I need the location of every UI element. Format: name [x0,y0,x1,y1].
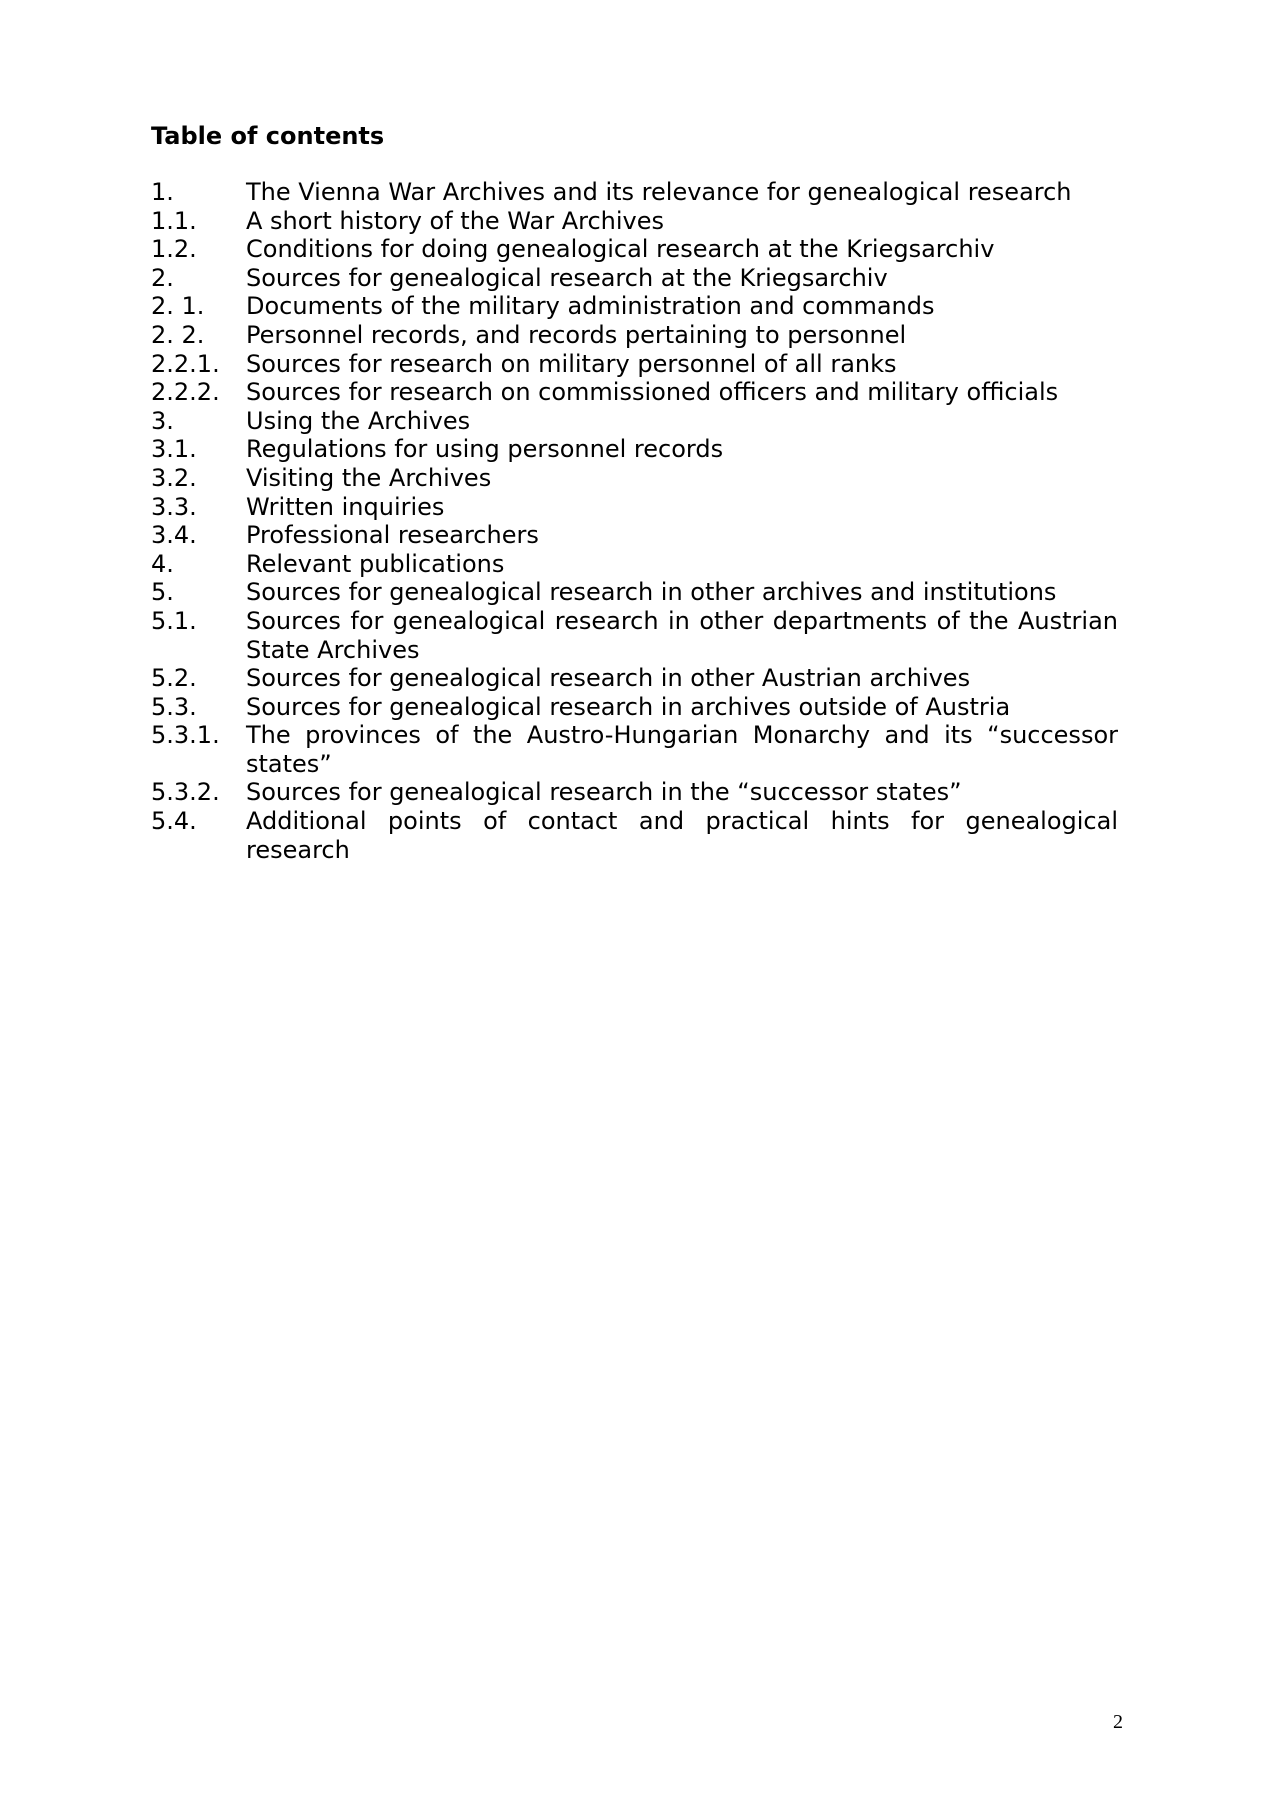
toc-entry-number: 5.3.2. [151,778,220,807]
toc-entry-title: Conditions for doing genealogical research at the Kriegsarchiv [246,235,995,264]
toc-entry-number: 5.4. [151,807,197,836]
toc-entry [151,778,1118,807]
toc-entry-title: Additional points of contact and practical hints for genealogical research [246,807,1118,864]
toc-entry [151,464,1118,493]
toc-entry-title: Sources for genealogical research in archives outside of Austria [246,692,1011,721]
toc-entry-title: Relevant publications [246,549,505,578]
toc-entry-number: 5.1. [151,606,197,635]
toc-entry-title: Personnel records, and records pertaining to personnel [246,320,907,349]
toc-entry-title: Visiting the Archives [246,463,492,492]
toc-entry [151,721,1118,778]
toc-list [151,178,1118,864]
toc-entry-title: Documents of the military administration and commands [246,292,935,321]
toc-entry-title: Sources for genealogical research in other archives and institutions [246,578,1057,607]
toc-entry-number: 1.2. [151,235,197,264]
toc-entry [151,264,1118,293]
toc-entry-number: 5.3. [151,692,197,721]
toc-entry-number: 2. [151,263,174,292]
toc-entry [151,321,1118,350]
toc-entry [151,178,1118,207]
toc-entry-title: The Vienna War Archives and its relevance for genealogical research [246,178,1072,206]
toc-heading: Table of contents [151,122,385,150]
toc-entry [151,578,1118,607]
toc-entry [151,807,1118,864]
toc-entry-number: 2.2.2. [151,378,220,407]
toc-entry [151,407,1118,436]
toc-entry-title: The provinces of the Austro-Hungarian Monarchy and its “successor states” [246,721,1118,778]
toc-entry-number: 3.4. [151,521,197,550]
toc-entry [151,550,1118,579]
toc-entry-number: 3.2. [151,463,197,492]
toc-entry-title: Professional researchers [246,521,539,550]
toc-entry-title: Sources for genealogical research in other Austrian archives [246,664,971,693]
toc-entry [151,493,1118,522]
toc-entry [151,207,1118,236]
toc-entry-title: Sources for genealogical research in other departments of the Austrian State Archives [246,606,1118,664]
toc-entry [151,664,1118,693]
toc-entry-title: Sources for genealogical research in the “successor states” [246,778,962,807]
toc-entry [151,521,1118,550]
toc-entry-title: Sources for research on military personnel of all ranks [246,349,897,378]
toc-entry-number: 2. 2. [151,320,205,349]
toc-entry-number: 5.3.1. [151,721,220,750]
toc-entry [151,435,1118,464]
toc-entry [151,350,1118,379]
toc-entry [151,292,1118,321]
toc-entry-number: 3.1. [151,435,197,464]
toc-entry-title: Using the Archives [246,406,471,435]
toc-entry-number: 2. 1. [151,292,205,321]
toc-entry-title: Regulations for using personnel records [246,435,724,464]
toc-entry-number: 2.2.1. [151,349,220,378]
toc-entry-number: 5. [151,578,174,607]
toc-entry-title: Written inquiries [246,492,445,521]
page-number: 2 [1113,1711,1123,1733]
toc-entry-number: 3. [151,406,174,435]
toc-entry-title: Sources for genealogical research at the Kriegsarchiv [246,263,888,292]
toc-entry [151,378,1118,407]
toc-entry-number: 1.1. [151,206,197,235]
toc-entry-number: 1. [151,178,174,206]
toc-entry [151,693,1118,722]
toc-entry [151,607,1118,664]
toc-entry-title: A short history of the War Archives [246,206,665,235]
toc-entry-number: 5.2. [151,664,197,693]
toc-entry-number: 3.3. [151,492,197,521]
toc-entry-number: 4. [151,549,174,578]
toc-entry-title: Sources for research on commissioned officers and military officials [246,378,1059,407]
toc-entry [151,235,1118,264]
